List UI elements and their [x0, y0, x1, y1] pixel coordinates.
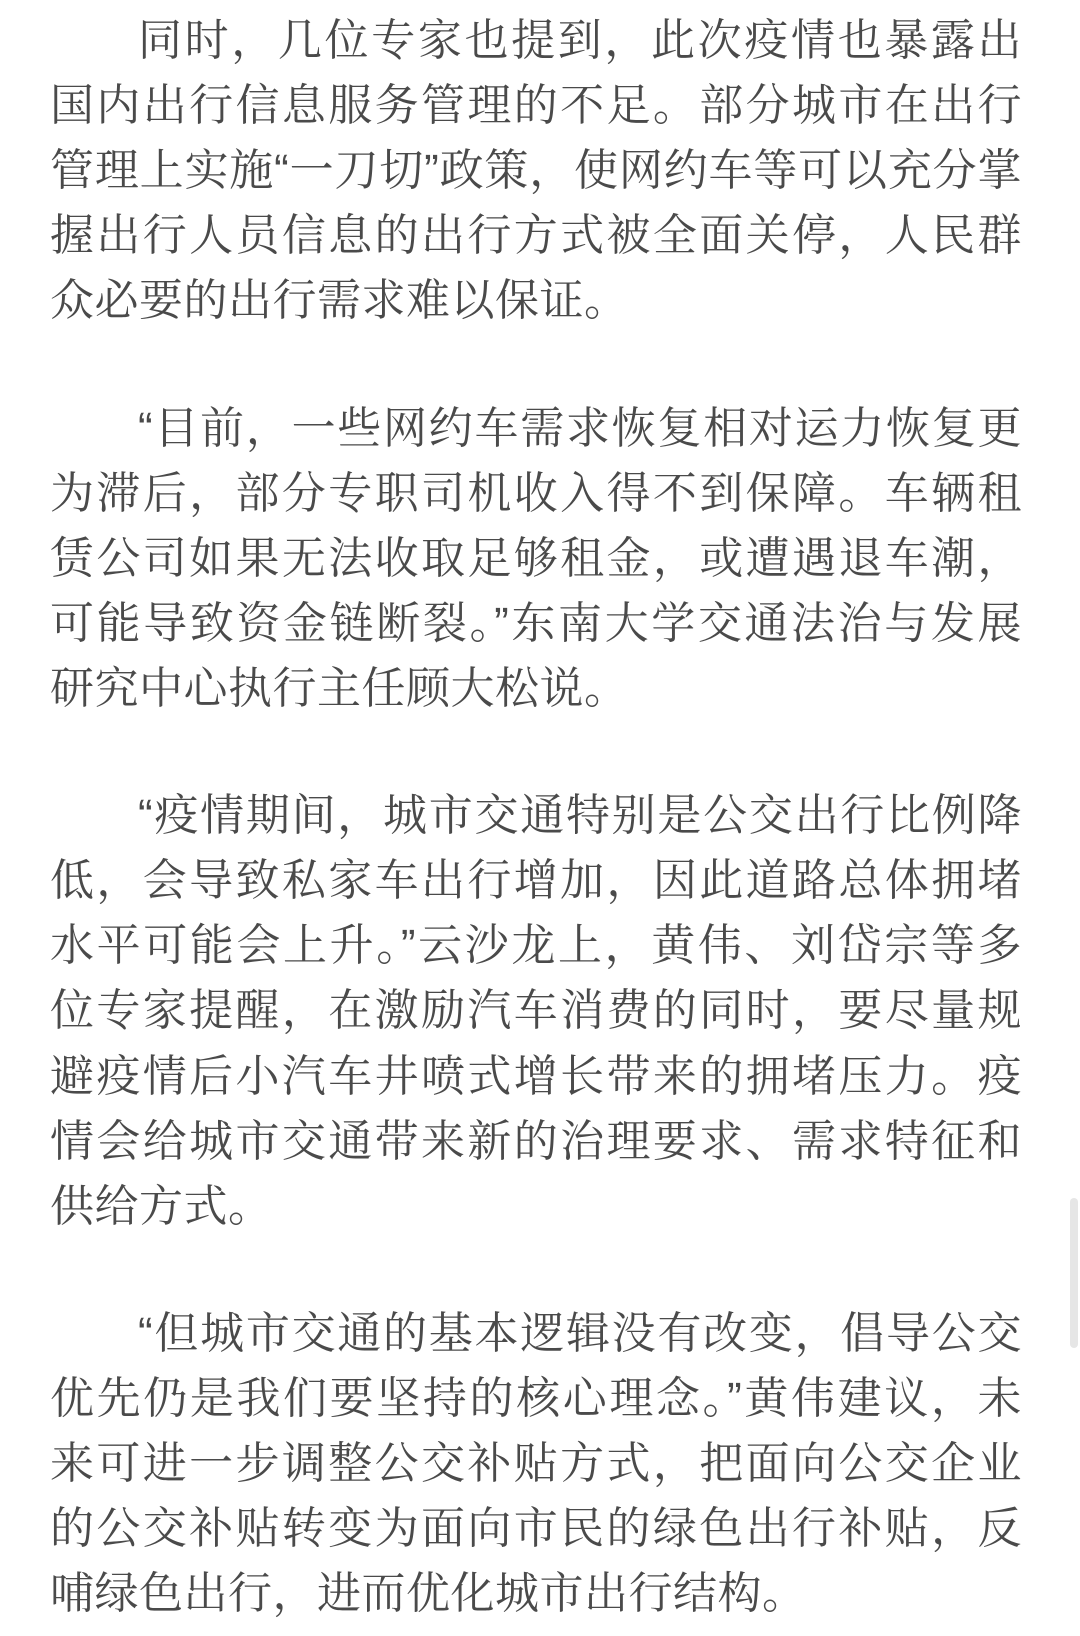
paragraph: “目前，一些网约车需求恢复相对运力恢复更为滞后，部分专职司机收入得不到保障。车辆租赁公司如果无法收取足够租金，或遭遇退车潮，可能导致资金链断裂。”东南大学交通法治与发展研究中心执行主任顾大松说。 [50, 403, 1022, 713]
paragraph: “但城市交通的基本逻辑没有改变，倡导公交优先仍是我们要坚持的核心理念。”黄伟建议，未来可进一步调整公交补贴方式，把面向公交企业的公交补贴转变为面向市民的绿色出行补贴，反哺绿色出行，进而优化城市出行结构。 [50, 1308, 1022, 1619]
paragraph: “疫情期间，城市交通特别是公交出行比例降低，会导致私家车出行增加，因此道路总体拥堵水平可能会上升。”云沙龙上，黄伟、刘岱宗等多位专家提醒，在激励汽车消费的同时，要尽量规避疫情后小汽车井喷式增长带来的拥堵压力。疫情会给城市交通带来新的治理要求、需求特征和供给方式。 [50, 791, 1022, 1231]
paragraph: 同时，几位专家也提到，此次疫情也暴露出国内出行信息服务管理的不足。部分城市在出行管理上实施“一刀切”政策，使网约车等可以充分掌握出行人员信息的出行方式被全面关停，人民群众必要的出行需求难以保证。 [50, 16, 1022, 326]
vertical-scrollbar[interactable] [1070, 1198, 1078, 1348]
